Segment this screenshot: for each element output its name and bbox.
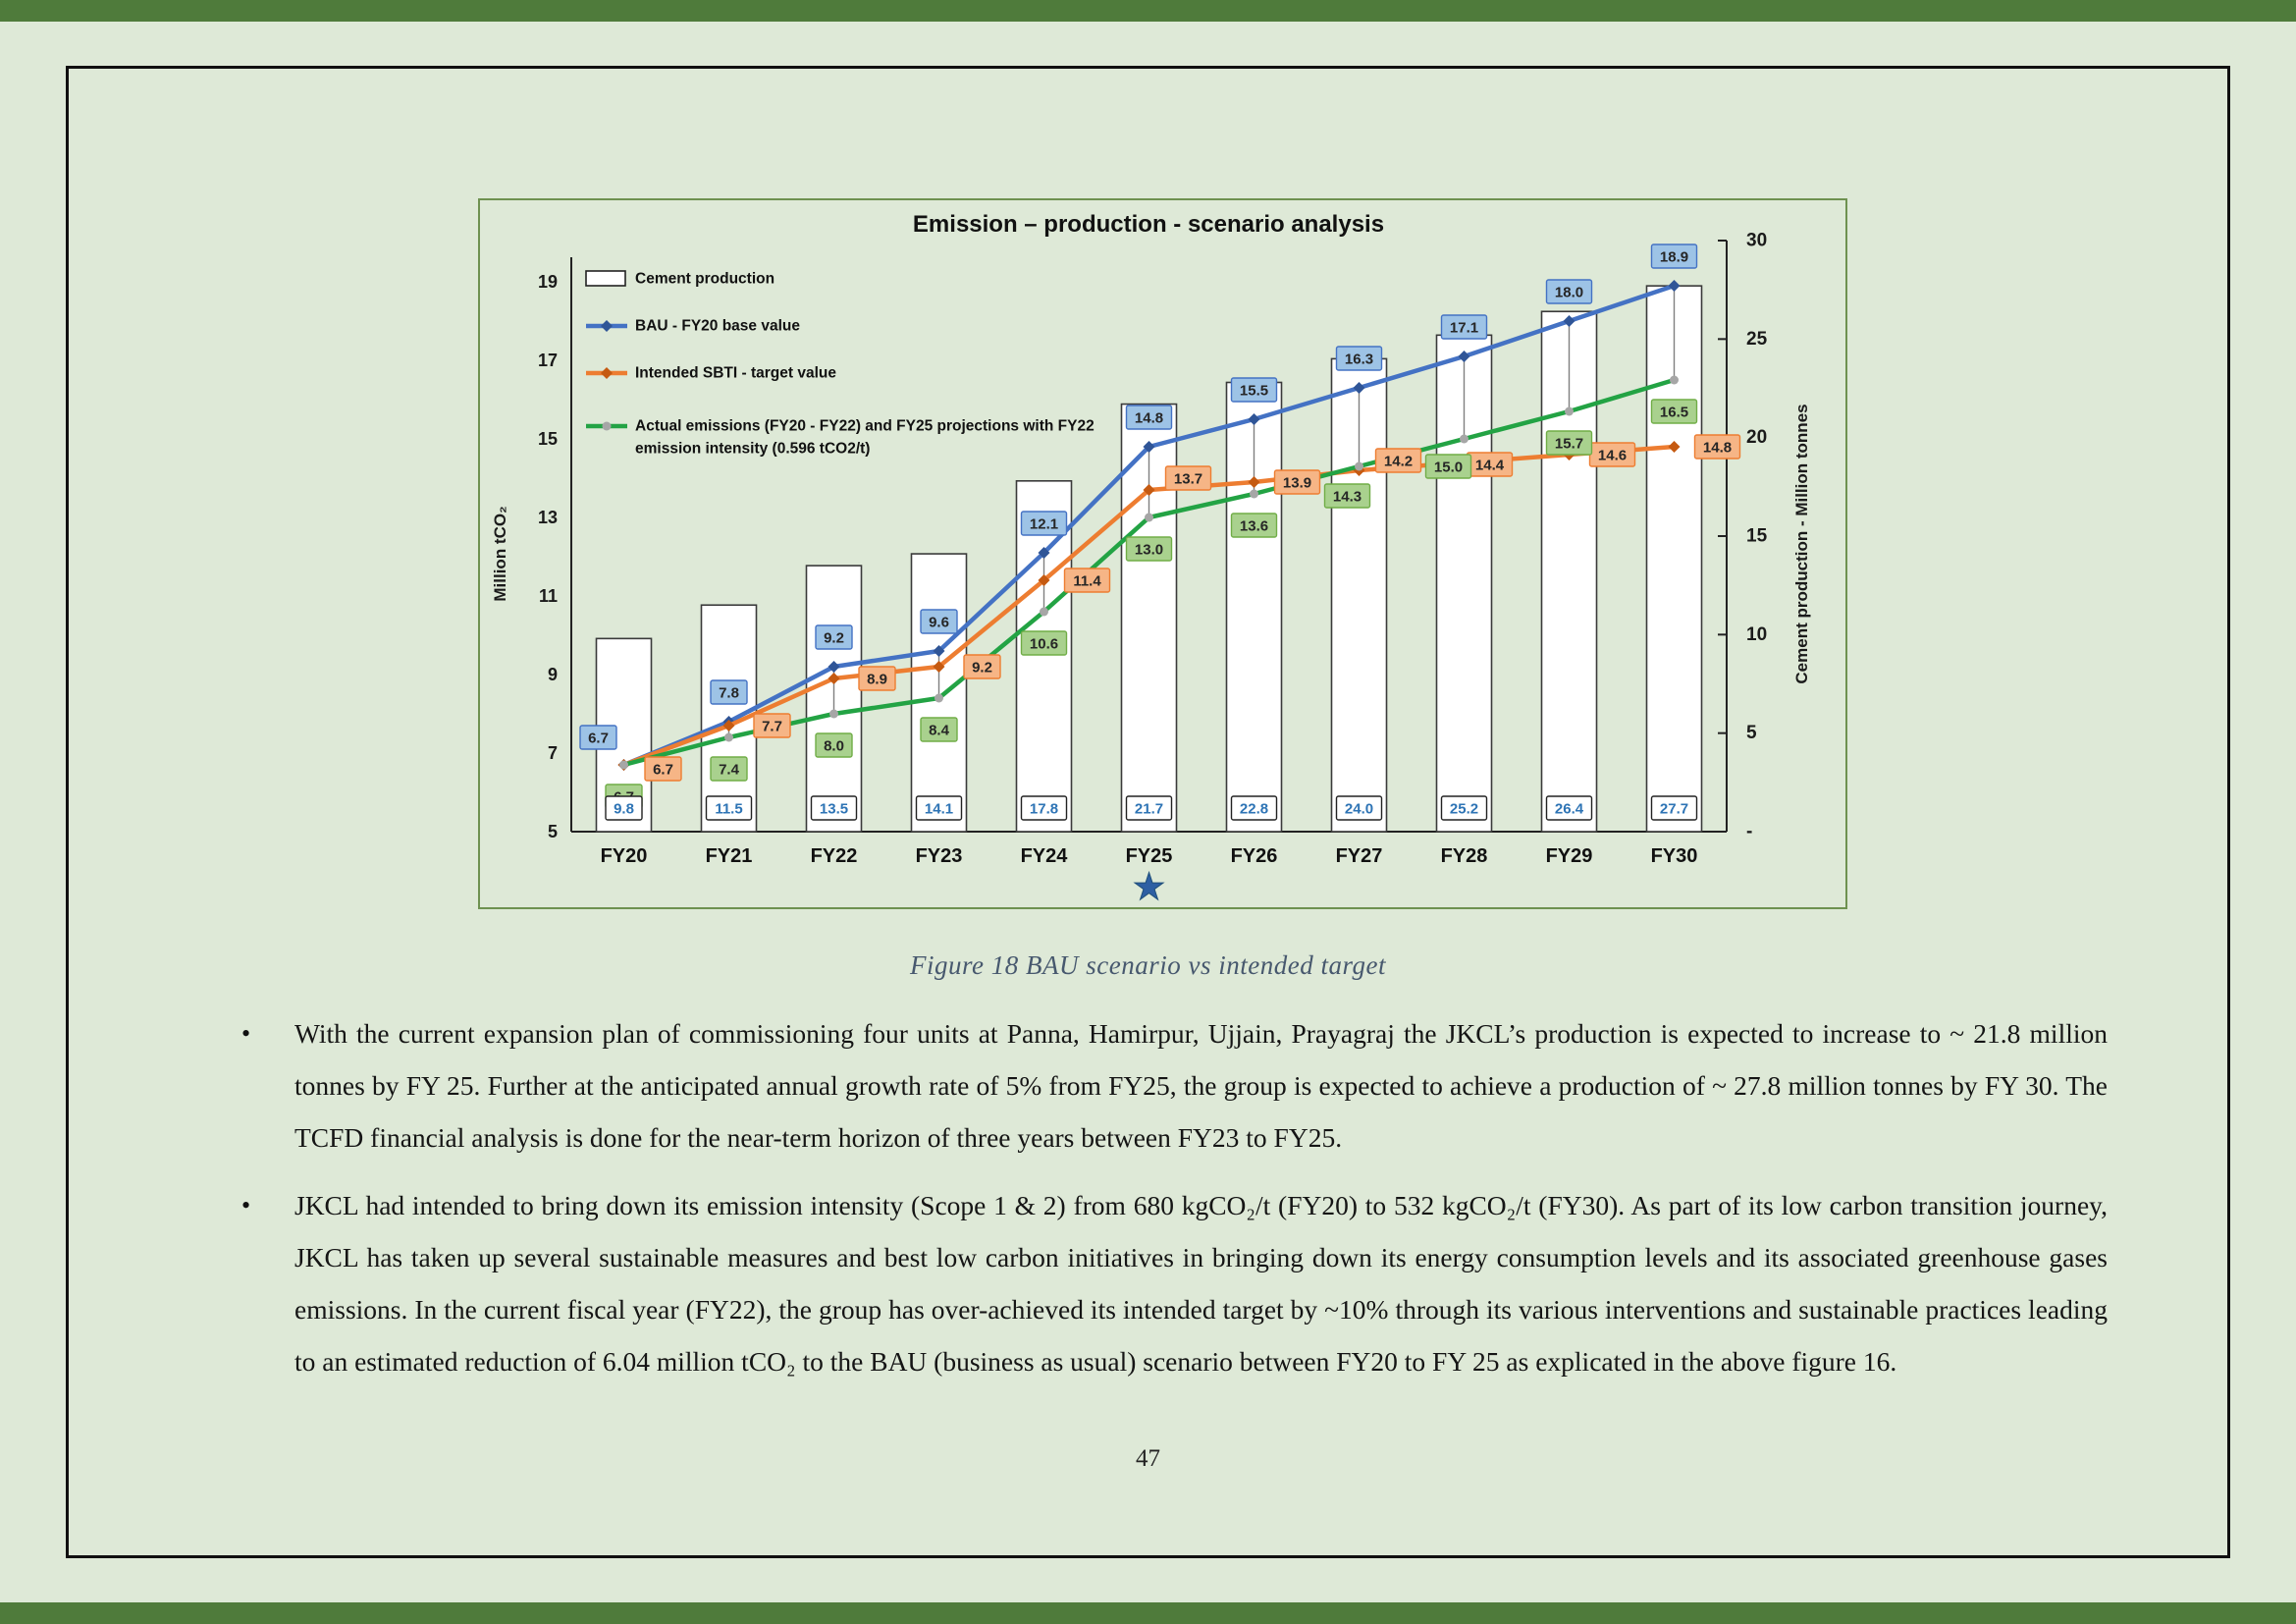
bullet-text-1: With the current expansion plan of commissioning four units at Panna, Hamirpur, Ujjain, Prayagraj the JKCL’s production is expected to increase to ~ 21.8 million tonnes by FY 25. Further at the anticipated annual growth rate of 5% from FY25, the group is expected to achieve a production of ~ 27.8 million tonnes by FY 30. The TCFD financial analysis is done for the near-term horizon of three years between FY23 to FY25. bbox=[294, 1018, 2108, 1153]
svg-text:13.6: 13.6 bbox=[1239, 517, 1269, 535]
svg-text:12.1: 12.1 bbox=[1029, 515, 1059, 533]
chart-legend bbox=[586, 271, 1095, 458]
svg-text:16.3: 16.3 bbox=[1344, 351, 1374, 368]
svg-text:6.7: 6.7 bbox=[653, 761, 673, 779]
x-axis-label-FY28: FY28 bbox=[1440, 845, 1488, 867]
svg-text:7.4: 7.4 bbox=[719, 761, 739, 779]
left-axis-tick: 17 bbox=[537, 351, 558, 370]
bullet-item-2 bbox=[228, 1179, 2108, 1387]
x-axis-label-FY29: FY29 bbox=[1545, 845, 1593, 867]
top-green-band bbox=[0, 0, 2296, 22]
figure-caption: Figure 18 BAU scenario vs intended target bbox=[910, 950, 1386, 980]
svg-text:9.2: 9.2 bbox=[824, 629, 844, 647]
left-axis-tick: 11 bbox=[538, 586, 558, 606]
svg-text:17.8: 17.8 bbox=[1029, 800, 1059, 818]
left-axis-tick: 7 bbox=[547, 743, 558, 763]
emission-production-scenario-chart bbox=[480, 200, 1845, 907]
x-axis-label-FY30: FY30 bbox=[1650, 845, 1698, 867]
svg-text:14.8: 14.8 bbox=[1134, 409, 1164, 427]
left-axis-tick: 13 bbox=[537, 508, 558, 527]
left-axis-title: Million tCO₂ bbox=[491, 506, 509, 602]
left-axis-tick: 9 bbox=[547, 665, 558, 684]
svg-text:14.8: 14.8 bbox=[1702, 439, 1733, 457]
svg-text:14.3: 14.3 bbox=[1332, 488, 1362, 506]
x-axis-label-FY25: FY25 bbox=[1125, 845, 1173, 867]
svg-text:21.7: 21.7 bbox=[1134, 800, 1164, 818]
svg-text:13.9: 13.9 bbox=[1282, 474, 1312, 492]
svg-text:8.4: 8.4 bbox=[929, 722, 949, 739]
legend-label: Cement production bbox=[635, 270, 775, 288]
emission-chart-frame bbox=[478, 198, 1847, 909]
legend-label: Actual emissions (FY20 - FY22) and FY25 projections with FY22 bbox=[635, 417, 1095, 435]
fy25-star-icon: ★ bbox=[1132, 867, 1166, 907]
x-axis-label-FY20: FY20 bbox=[600, 845, 648, 867]
right-axis-tick: 5 bbox=[1746, 723, 1757, 744]
svg-text:7.7: 7.7 bbox=[762, 718, 782, 735]
page-number: 47 bbox=[1136, 1445, 1160, 1472]
svg-text:15.7: 15.7 bbox=[1554, 435, 1584, 453]
right-axis-tick: - bbox=[1746, 821, 1753, 842]
body-text bbox=[228, 1007, 2108, 1403]
svg-text:9.6: 9.6 bbox=[929, 614, 949, 631]
svg-text:16.5: 16.5 bbox=[1659, 404, 1689, 421]
legend-swatch-bar bbox=[586, 271, 625, 286]
svg-text:7.8: 7.8 bbox=[719, 684, 739, 702]
right-axis-tick: 20 bbox=[1746, 427, 1768, 449]
svg-text:22.8: 22.8 bbox=[1239, 800, 1269, 818]
chart-title: Emission – production - scenario analysis bbox=[912, 211, 1385, 238]
left-axis-tick: 19 bbox=[537, 272, 558, 292]
bullet-text-2: JKCL had intended to bring down its emission intensity (Scope 1 & 2) from 680 kgCO₂/t (FY20) to 532 kgCO₂/t (FY30). As part of its low carbon transition journey, JKCL has taken up several sustainable measures and best low carbon initiatives in bringing down its energy consumption levels and its associated greenhouse gases emissions. In the current fiscal year (FY22), the group has over-achieved its intended target by ~10% through its various interventions and sustainable practices leading to an estimated reduction of 6.04 million tCO₂ to the BAU (business as usual) scenario between FY20 to FY 25 as explicated in the above figure 16. bbox=[294, 1190, 2108, 1377]
left-axis-tick: 5 bbox=[547, 822, 558, 841]
svg-text:18.9: 18.9 bbox=[1659, 248, 1689, 266]
svg-text:13.7: 13.7 bbox=[1173, 470, 1203, 488]
x-axis-label-FY26: FY26 bbox=[1230, 845, 1278, 867]
bullet-item-1 bbox=[228, 1007, 2108, 1164]
right-axis-tick: 15 bbox=[1746, 525, 1768, 547]
svg-text:9.8: 9.8 bbox=[614, 800, 634, 818]
x-axis-label-FY21: FY21 bbox=[705, 845, 753, 867]
bar-value-labels bbox=[606, 796, 1697, 820]
svg-text:26.4: 26.4 bbox=[1554, 800, 1584, 818]
svg-text:14.4: 14.4 bbox=[1474, 457, 1505, 474]
svg-text:9.2: 9.2 bbox=[972, 659, 992, 677]
svg-text:14.2: 14.2 bbox=[1383, 453, 1414, 470]
svg-text:13.0: 13.0 bbox=[1134, 541, 1164, 559]
svg-text:24.0: 24.0 bbox=[1344, 800, 1374, 818]
svg-text:15.0: 15.0 bbox=[1433, 459, 1464, 476]
x-axis-label-FY27: FY27 bbox=[1335, 845, 1383, 867]
right-axis-tick: 10 bbox=[1746, 623, 1768, 645]
legend-label: BAU - FY20 base value bbox=[635, 317, 800, 335]
svg-text:17.1: 17.1 bbox=[1449, 319, 1479, 337]
x-axis-label-FY23: FY23 bbox=[915, 845, 963, 867]
x-axis-label-FY22: FY22 bbox=[810, 845, 858, 867]
svg-text:8.9: 8.9 bbox=[867, 671, 887, 688]
bullet-marker: • bbox=[241, 1019, 251, 1048]
svg-text:10.6: 10.6 bbox=[1029, 635, 1059, 653]
right-axis-tick: 25 bbox=[1746, 328, 1768, 350]
svg-text:14.6: 14.6 bbox=[1597, 447, 1628, 464]
legend-label: emission intensity (0.596 tCO2/t) bbox=[635, 440, 871, 458]
bullet-marker: • bbox=[241, 1191, 251, 1219]
svg-text:13.5: 13.5 bbox=[819, 800, 849, 818]
bottom-green-band bbox=[0, 1602, 2296, 1624]
left-axis-tick: 15 bbox=[537, 429, 558, 449]
legend-label: Intended SBTI - target value bbox=[635, 364, 836, 382]
svg-text:14.1: 14.1 bbox=[924, 800, 954, 818]
svg-text:18.0: 18.0 bbox=[1554, 284, 1584, 301]
svg-text:6.7: 6.7 bbox=[588, 730, 609, 747]
svg-text:25.2: 25.2 bbox=[1449, 800, 1479, 818]
right-axis-title: Cement production - Million tonnes bbox=[1792, 404, 1811, 684]
svg-text:8.0: 8.0 bbox=[824, 737, 844, 755]
svg-text:27.7: 27.7 bbox=[1659, 800, 1689, 818]
svg-text:11.5: 11.5 bbox=[715, 800, 743, 818]
x-axis-label-FY24: FY24 bbox=[1020, 845, 1068, 867]
svg-text:11.4: 11.4 bbox=[1073, 572, 1101, 590]
right-axis-tick: 30 bbox=[1746, 230, 1768, 251]
svg-text:15.5: 15.5 bbox=[1239, 382, 1269, 400]
